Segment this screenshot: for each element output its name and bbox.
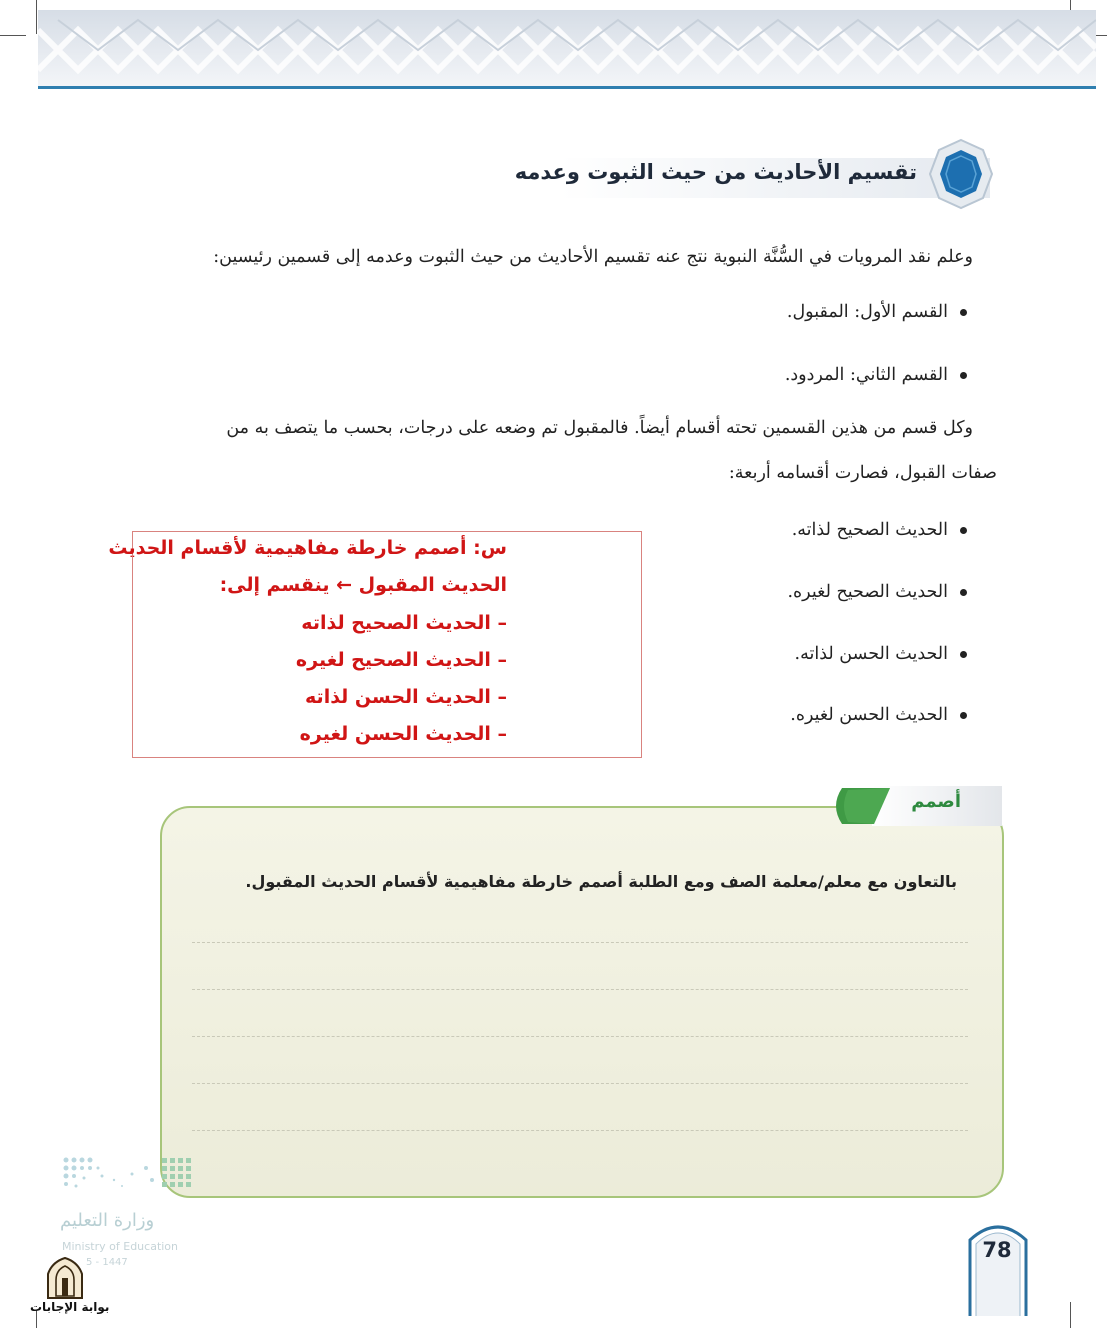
answer-list-item: – الحديث الحسن لذاته <box>305 686 507 708</box>
header-rule <box>38 86 1096 89</box>
answer-list-item: – الحديث الحسن لغيره <box>299 723 507 745</box>
activity-label: أصمم <box>911 791 961 812</box>
crop-mark <box>1070 1302 1071 1328</box>
answer-question: س: أصمم خارطة مفاهيمية لأقسام الحديث <box>108 537 507 559</box>
intro-paragraph: وعلم نقد المرويات في السُّنَّة النبوية نتج عنه تقسيم الأحاديث من حيث الثبوت وعدمه إلى قسمين رئيسين: <box>213 247 973 267</box>
ministry-name-arabic: وزارة التعليم <box>60 1210 155 1231</box>
list-item-main-section: القسم الأول: المقبول. <box>787 302 967 322</box>
crop-mark <box>0 35 26 36</box>
green-flag-icon <box>828 788 890 824</box>
bullet-icon <box>960 651 967 658</box>
header-banner <box>38 10 1096 86</box>
list-item-main-section: القسم الثاني: المردود. <box>785 365 967 385</box>
bullet-icon <box>960 372 967 379</box>
activity-instruction: بالتعاون مع معلم/معلمة الصف ومع الطلبة أصمم خارطة مفاهيمية لأقسام الحديث المقبول. <box>245 872 957 891</box>
bullet-icon <box>960 309 967 316</box>
portal-logo-text: بوابة الإجابات <box>30 1300 110 1314</box>
list-item-accepted-type: الحديث الصحيح لغيره. <box>787 582 967 602</box>
writing-line[interactable] <box>192 1083 968 1084</box>
answer-list-item: – الحديث الصحيح لغيره <box>295 649 507 671</box>
writing-line[interactable] <box>192 942 968 943</box>
writing-line[interactable] <box>192 1130 968 1131</box>
portal-building-logo-icon <box>44 1256 86 1300</box>
bullet-icon <box>960 712 967 719</box>
writing-line[interactable] <box>192 1036 968 1037</box>
list-item-accepted-type: الحديث الحسن لذاته. <box>795 644 967 664</box>
bullet-icon <box>960 527 967 534</box>
crop-mark <box>36 0 37 34</box>
answer-line: الحديث المقبول ← ينقسم إلى: <box>219 574 507 596</box>
list-item-accepted-type: الحديث الصحيح لذاته. <box>792 520 967 540</box>
page-number-badge-icon <box>968 1216 1028 1316</box>
ministry-dots-logo-icon <box>62 1154 198 1196</box>
section-title: تقسيم الأحاديث من حيث الثبوت وعدمه <box>514 160 917 184</box>
subdivision-paragraph-line: وكل قسم من هذين القسمين تحته أقسام أيضاً. فالمقبول تم وضعه على درجات، بحسب ما يتصف به من <box>226 418 973 438</box>
geometric-pattern-icon <box>38 10 1096 86</box>
writing-line[interactable] <box>192 989 968 990</box>
page-number: 78 <box>982 1238 1012 1262</box>
octagon-badge-icon <box>926 136 996 212</box>
ministry-name-english: Ministry of Education <box>62 1240 179 1253</box>
subdivision-paragraph-line: صفات القبول، فصارت أقسامه أربعة: <box>728 463 997 483</box>
bullet-icon <box>960 589 967 596</box>
ministry-year: 5 - 1447 <box>86 1257 128 1268</box>
answer-list-item: – الحديث الصحيح لذاته <box>301 612 507 634</box>
activity-box <box>160 806 1004 1198</box>
list-item-accepted-type: الحديث الحسن لغيره. <box>790 705 967 725</box>
